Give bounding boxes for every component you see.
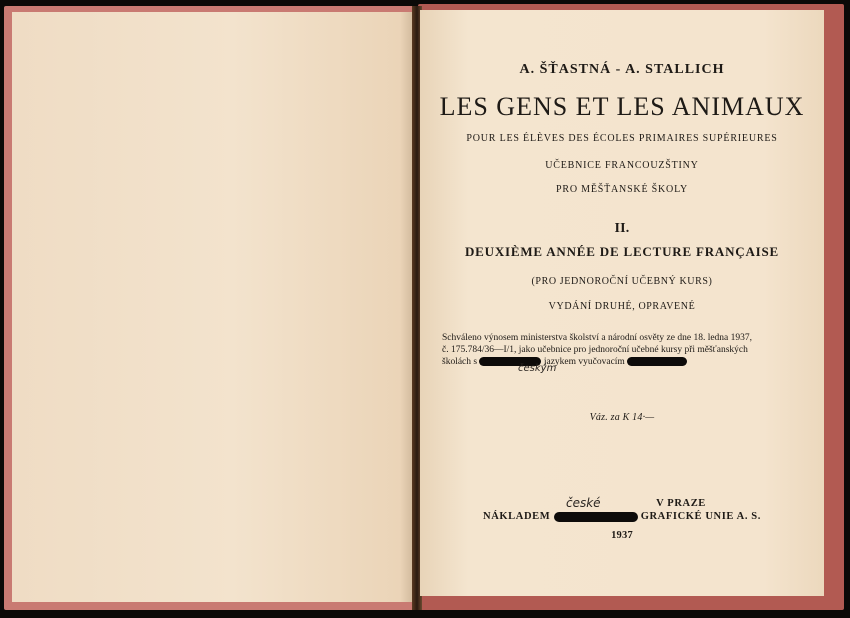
volume-number: II.	[614, 221, 630, 236]
approval-line-2: č. 175.784/36—I/1, jako učebnice pro jednoroční učebné kursy při měšťanských	[442, 345, 748, 355]
authors: A. ŠŤASTNÁ - A. STALLICH	[519, 62, 725, 77]
approval-line-1: Schváleno výnosem ministerstva školství a národní osvěty ze dne 18. ledna 1937,	[442, 333, 753, 343]
publisher-suffix: GRAFICKÉ UNIE A. S.	[640, 511, 761, 522]
blank-left-page	[12, 12, 414, 602]
approval-paragraph	[442, 332, 802, 368]
course-note: (PRO JEDNOROČNÍ UČEBNÝ KURS)	[531, 276, 713, 287]
publication-year: 1937	[611, 530, 633, 541]
textbook-line: UČEBNICE FRANCOUZŠTINY	[545, 160, 699, 171]
approval-line-3-middle: jazykem vyučovacím	[543, 357, 625, 367]
approval-line-3-start: školách s	[442, 357, 478, 367]
publisher-line	[420, 511, 824, 522]
year-title: DEUXIÈME ANNÉE DE LECTURE FRANÇAISE	[464, 244, 780, 259]
redaction-mark	[554, 512, 638, 522]
approval-line-3	[442, 356, 802, 368]
school-line: PRO MĚŠŤANSKÉ ŠKOLY	[556, 184, 688, 195]
handwritten-language: českým	[518, 363, 557, 374]
handwritten-publisher: české	[566, 496, 601, 510]
edition-line: VYDÁNÍ DRUHÉ, OPRAVENÉ	[548, 301, 696, 312]
redaction-mark	[627, 357, 687, 366]
publisher-city: V PRAZE	[656, 498, 706, 509]
price-line: Váz. za K 14·—	[589, 412, 655, 423]
title-page	[420, 10, 824, 596]
publisher-imprint	[420, 498, 824, 522]
publisher-prefix: NÁKLADEM	[483, 511, 551, 522]
book-title: LES GENS ET LES ANIMAUX	[439, 92, 805, 121]
book-subtitle: POUR LES ÉLÈVES DES ÉCOLES PRIMAIRES SUPÉRIEURES	[466, 133, 778, 144]
